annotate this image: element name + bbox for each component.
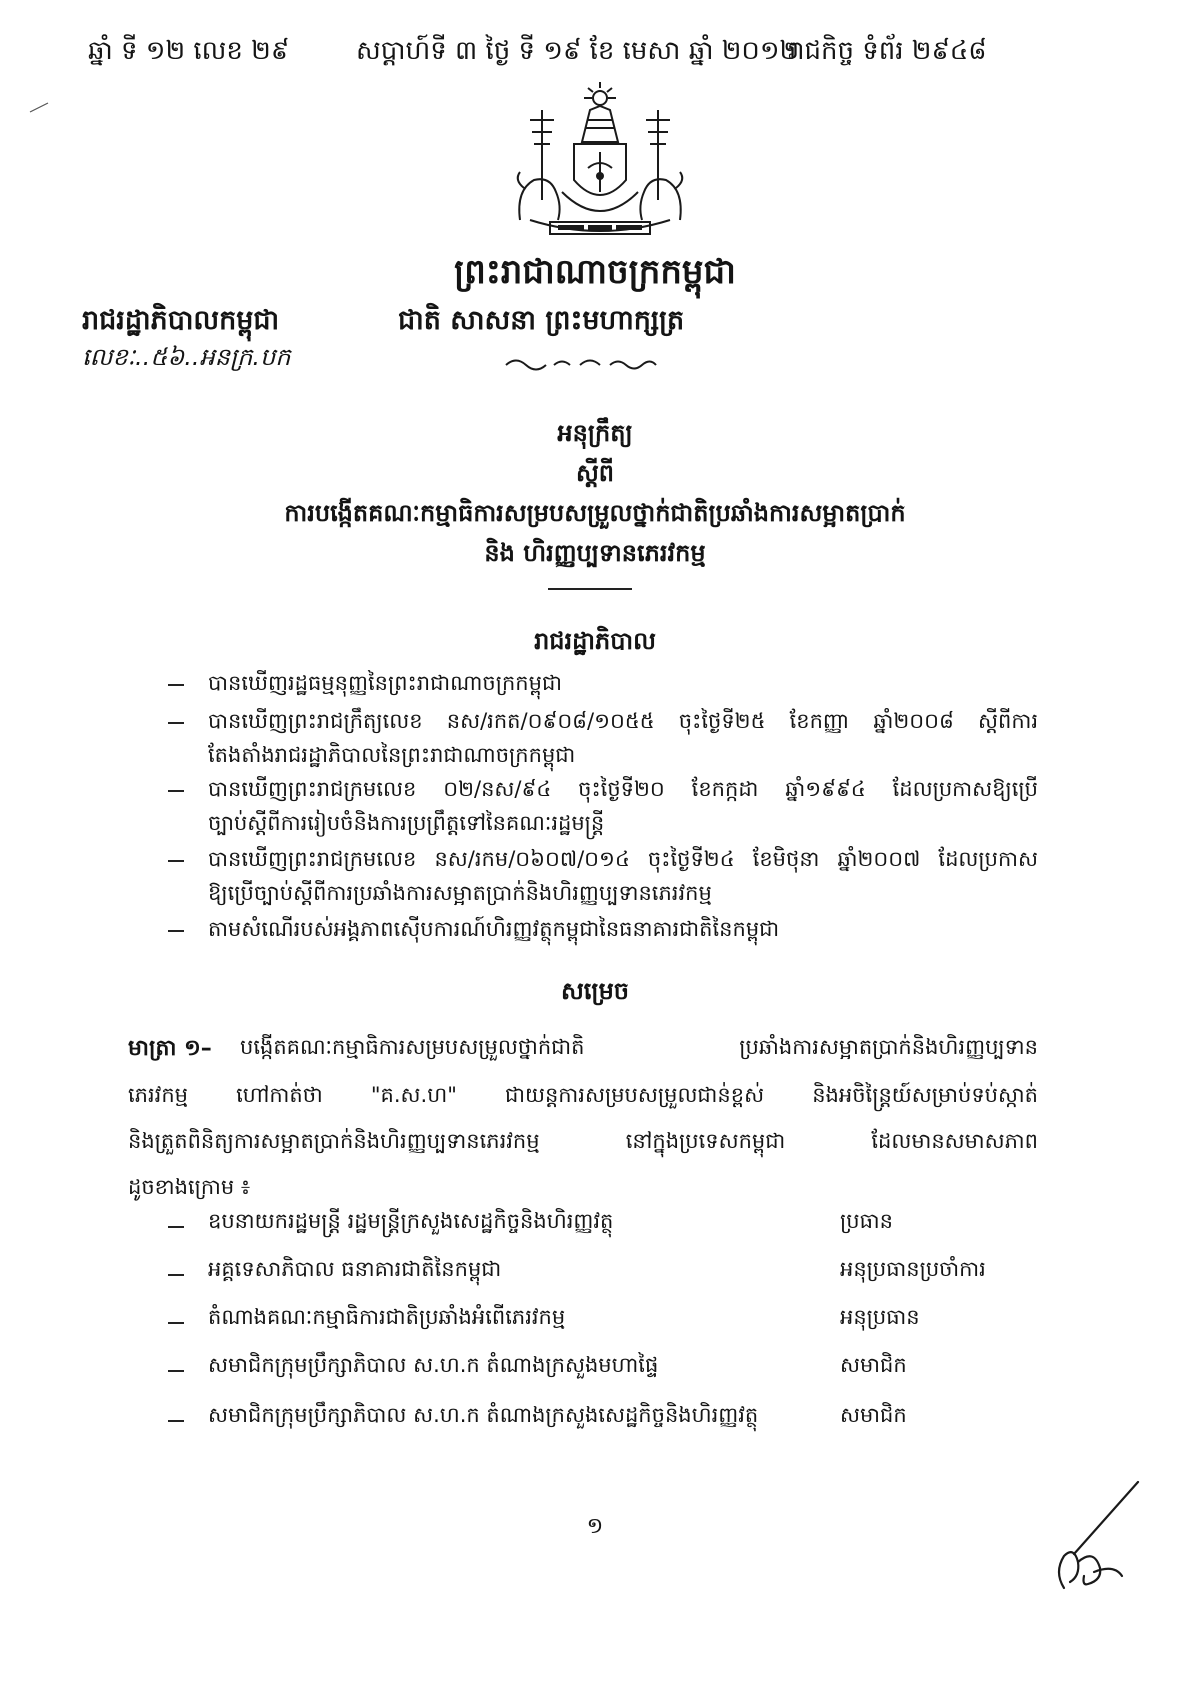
bullet-dash [168,1274,184,1276]
gazette-page: រាជកិច្ច ទំព័រ ២៩៤៨ [788,36,987,66]
reference-number: លេខៈ..៥៦..អនក្រ.បក [82,343,291,371]
scan-mark [28,100,52,114]
document-type: អនុក្រឹត្យ [557,419,633,447]
bullet-dash [168,1420,184,1422]
consideration-2-line-1: បានឃើញព្រះរាជក្រឹត្យលេខ នស/រកត/០៩០៨/១០៥៥ ចុះថ្ងៃទី២៥ ខែកញ្ញា ឆ្នាំ២០០៨ ស្តីពីការ [208,709,1038,733]
member-2-role: អនុប្រធានប្រចាំការ [840,1257,986,1281]
decree-title-line-2: និង ហិរញ្ញប្បទានភេរវកម្ម [484,539,706,567]
gazette-year-issue: ឆ្នាំ ទី ១២ លេខ ២៩ [88,36,290,66]
bullet-dash [168,790,184,792]
consideration-1: បានឃើញរដ្ឋធម្មនុញ្ញនៃព្រះរាជាណាចក្រកម្ពុជា [208,671,562,695]
member-2-name: អគ្គទេសាភិបាល ធនាគារជាតិនៃកម្ពុជា [208,1257,502,1281]
ornament-divider [500,356,660,374]
article-1-line-4: ដូចខាងក្រោម ៖ [128,1175,251,1199]
gazette-date: សប្តាហ៍ទី ៣ ថ្ងៃ ទី ១៩ ខែ មេសា ឆ្នាំ ២០១២ [356,36,800,66]
national-motto: ជាតិ សាសនា ព្រះមហាក្សត្រ [398,305,685,336]
decree-title-line-1: ការបង្កើតគណៈកម្មាធិការសម្របសម្រួលថ្នាក់ជាតិប្រឆាំងការសម្អាតប្រាក់ [284,499,906,527]
article-1-line-1: បង្កើតគណៈកម្មាធិការសម្របសម្រួលថ្នាក់ជាតិ ប្រឆាំងការសម្អាតប្រាក់និងហិរញ្ញប្បទាន [240,1035,1038,1059]
bullet-dash [168,722,184,724]
bullet-dash [168,1370,184,1372]
bullet-dash [168,930,184,932]
member-4-role: សមាជិក [840,1353,907,1377]
article-1-line-2: ភេរវកម្ម ហៅកាត់ថា "គ.ស.ហ" ជាយន្តការសម្របសម្រួលជាន់ខ្ពស់ និងអចិន្ត្រៃយ៍សម្រាប់ទប់ស្កាត់ [128,1083,1038,1107]
bullet-dash [168,1226,184,1228]
bullet-dash [168,684,184,686]
member-4-name: សមាជិកក្រុមប្រឹក្សាភិបាល ស.ហ.ក តំណាងក្រសួងមហាផ្ទៃ [208,1353,659,1377]
title-divider [548,588,632,590]
member-3-role: អនុប្រធាន [840,1305,920,1329]
kingdom-name: ព្រះរាជាណាចក្រកម្ពុជា [454,252,736,292]
article-1-line-3: និងត្រួតពិនិត្យការសម្អាតប្រាក់និងហិរញ្ញប្បទានភេរវកម្ម នៅក្នុងប្រទេសកម្ពុជា ដែលមានសមាសភាព [128,1129,1038,1153]
authority-heading: រាជរដ្ឋាភិបាល [534,627,656,655]
consideration-3-line-1: បានឃើញព្រះរាជក្រមលេខ ០២/នស/៩៤ ចុះថ្ងៃទី២០ ខែកក្កដា ឆ្នាំ១៩៩៤ ដែលប្រកាសឱ្យប្រើ [208,777,1038,801]
member-5-role: សមាជិក [840,1403,907,1427]
consideration-5: តាមសំណើរបស់អង្គភាពស៊ើបការណ៍ហិរញ្ញវត្ថុកម្ពុជានៃធនាគារជាតិនៃកម្ពុជា [208,917,780,941]
consideration-4-line-1: បានឃើញព្រះរាជក្រមលេខ នស/រកម/០៦០៧/០១៤ ចុះថ្ងៃទី២៤ ខែមិថុនា ឆ្នាំ២០០៧ ដែលប្រកាស [208,847,1038,871]
consideration-4-line-2: ឱ្យប្រើច្បាប់ស្តីពីការប្រឆាំងការសម្អាតប្រាក់និងហិរញ្ញប្បទានភេរវកម្ម [208,881,712,905]
consideration-3-line-2: ច្បាប់ស្តីពីការរៀបចំនិងការប្រព្រឹត្តទៅនៃគណៈរដ្ឋមន្ត្រី [208,811,605,835]
consideration-2-line-2: តែងតាំងរាជរដ្ឋាភិបាលនៃព្រះរាជាណាចក្រកម្ពុជា [208,743,576,767]
member-3-name: តំណាងគណៈកម្មាធិការជាតិប្រឆាំងអំពើភេរវកម្ម [208,1305,566,1329]
bullet-dash [168,1322,184,1324]
member-1-role: ប្រធាន [840,1209,893,1233]
bullet-dash [168,860,184,862]
member-5-name: សមាជិកក្រុមប្រឹក្សាភិបាល ស.ហ.ក តំណាងក្រសួងសេដ្ឋកិច្ចនិងហិរញ្ញវត្ថុ [208,1403,759,1427]
handwritten-initial [1034,1476,1154,1596]
subject-label: ស្តីពី [575,459,615,487]
royal-coat-of-arms [500,80,700,242]
decides-heading: សម្រេច [560,977,630,1005]
page-number: ១ [586,1514,604,1539]
government-label: រាជរដ្ឋាភិបាលកម្ពុជា [82,305,280,336]
article-1-label: មាត្រា ១– [128,1036,212,1061]
member-1-name: ឧបនាយករដ្ឋមន្ត្រី រដ្ឋមន្ត្រីក្រសួងសេដ្ឋកិច្ចនិងហិរញ្ញវត្ថុ [208,1209,614,1233]
